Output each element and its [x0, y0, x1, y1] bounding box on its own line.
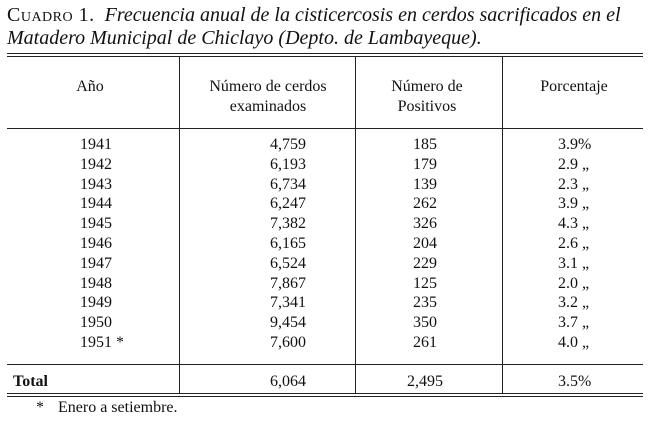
cell-percent: 3.7 „ — [558, 314, 590, 332]
cell-examined: 7,382 — [270, 215, 306, 233]
cell-positives: 139 — [413, 175, 437, 193]
cell-positives: 350 — [413, 314, 437, 332]
cell-year: 1943 — [80, 175, 112, 193]
cell-positives: 179 — [413, 155, 437, 173]
cell-examined: 4,759 — [270, 136, 306, 153]
footnote-mark: * — [36, 399, 44, 416]
header-percent: Porcentaje — [540, 78, 608, 95]
table-caption — [7, 4, 647, 50]
cell-positives: 185 — [413, 136, 437, 153]
cell-year: 1946 — [80, 234, 112, 252]
header-rule — [7, 128, 643, 129]
caption-title: Frecuencia anual de la cisticercosis en cerdos sacrificados en el Matadero Municipal de Chiclayo (Depto. de Lambayeque). — [7, 4, 621, 49]
cell-positives: 261 — [413, 333, 437, 351]
cell-examined: 6,247 — [270, 195, 306, 213]
header-year: Año — [76, 78, 104, 95]
cell-positives: 262 — [413, 195, 437, 213]
footnote-text: Enero a setiembre. — [58, 399, 178, 416]
cell-percent: 3.9% — [558, 136, 592, 153]
cell-year: 1949 — [80, 294, 112, 312]
column-divider-1 — [179, 57, 180, 393]
total-label: Total — [13, 373, 48, 390]
cell-percent: 3.9 „ — [558, 195, 590, 213]
top-rule — [7, 53, 643, 54]
cell-percent: 4.0 „ — [558, 333, 590, 351]
cell-examined: 9,454 — [270, 314, 306, 332]
footnote — [36, 399, 178, 417]
cell-percent: 3.2 „ — [558, 294, 590, 312]
cell-percent: 2.0 „ — [558, 274, 590, 292]
cell-examined: 6,193 — [270, 155, 306, 173]
bottom-rule — [7, 393, 643, 394]
cell-percent: 4.3 „ — [558, 215, 590, 233]
cell-year: 1941 — [80, 136, 112, 153]
cell-year: 1947 — [80, 254, 112, 272]
cell-year: 1944 — [80, 195, 112, 213]
total-positives: 2,495 — [407, 373, 443, 390]
column-divider-3 — [502, 57, 503, 393]
cell-percent: 2.9 „ — [558, 155, 590, 173]
caption-label: Cuadro 1. — [7, 4, 95, 26]
column-examined — [236, 135, 306, 353]
cell-positives: 326 — [413, 215, 437, 233]
cell-percent: 2.3 „ — [558, 175, 590, 193]
total-percent: 3.5% — [558, 373, 592, 390]
column-divider-2 — [355, 57, 356, 393]
cell-year: 1948 — [80, 274, 112, 292]
cell-positives: 125 — [413, 274, 437, 292]
cell-positives: 229 — [413, 254, 437, 272]
column-positives — [395, 135, 455, 353]
bottom-rule-double — [7, 396, 643, 397]
header-examined: Número de cerdos examinados — [209, 78, 327, 115]
cell-examined: 6,524 — [270, 254, 306, 272]
column-percent — [558, 135, 628, 353]
cell-examined: 6,165 — [270, 234, 306, 252]
cell-year: 1942 — [80, 155, 112, 173]
cell-examined: 7,341 — [270, 294, 306, 312]
cell-year: 1950 — [80, 314, 112, 332]
cell-examined: 7,867 — [270, 274, 306, 292]
cell-year: 1951 * — [80, 333, 124, 351]
total-examined: 6,064 — [270, 373, 306, 390]
cell-percent: 3.1 „ — [558, 254, 590, 272]
column-year — [80, 135, 170, 353]
header-positives: Número de Positivos — [391, 78, 463, 115]
cell-positives: 204 — [413, 234, 437, 252]
cell-positives: 235 — [413, 294, 437, 312]
cell-examined: 7,600 — [270, 333, 306, 351]
cell-percent: 2.6 „ — [558, 234, 590, 252]
total-rule — [7, 364, 643, 365]
cell-examined: 6,734 — [270, 175, 306, 193]
cell-year: 1945 — [80, 215, 112, 233]
top-rule-double — [7, 56, 643, 57]
